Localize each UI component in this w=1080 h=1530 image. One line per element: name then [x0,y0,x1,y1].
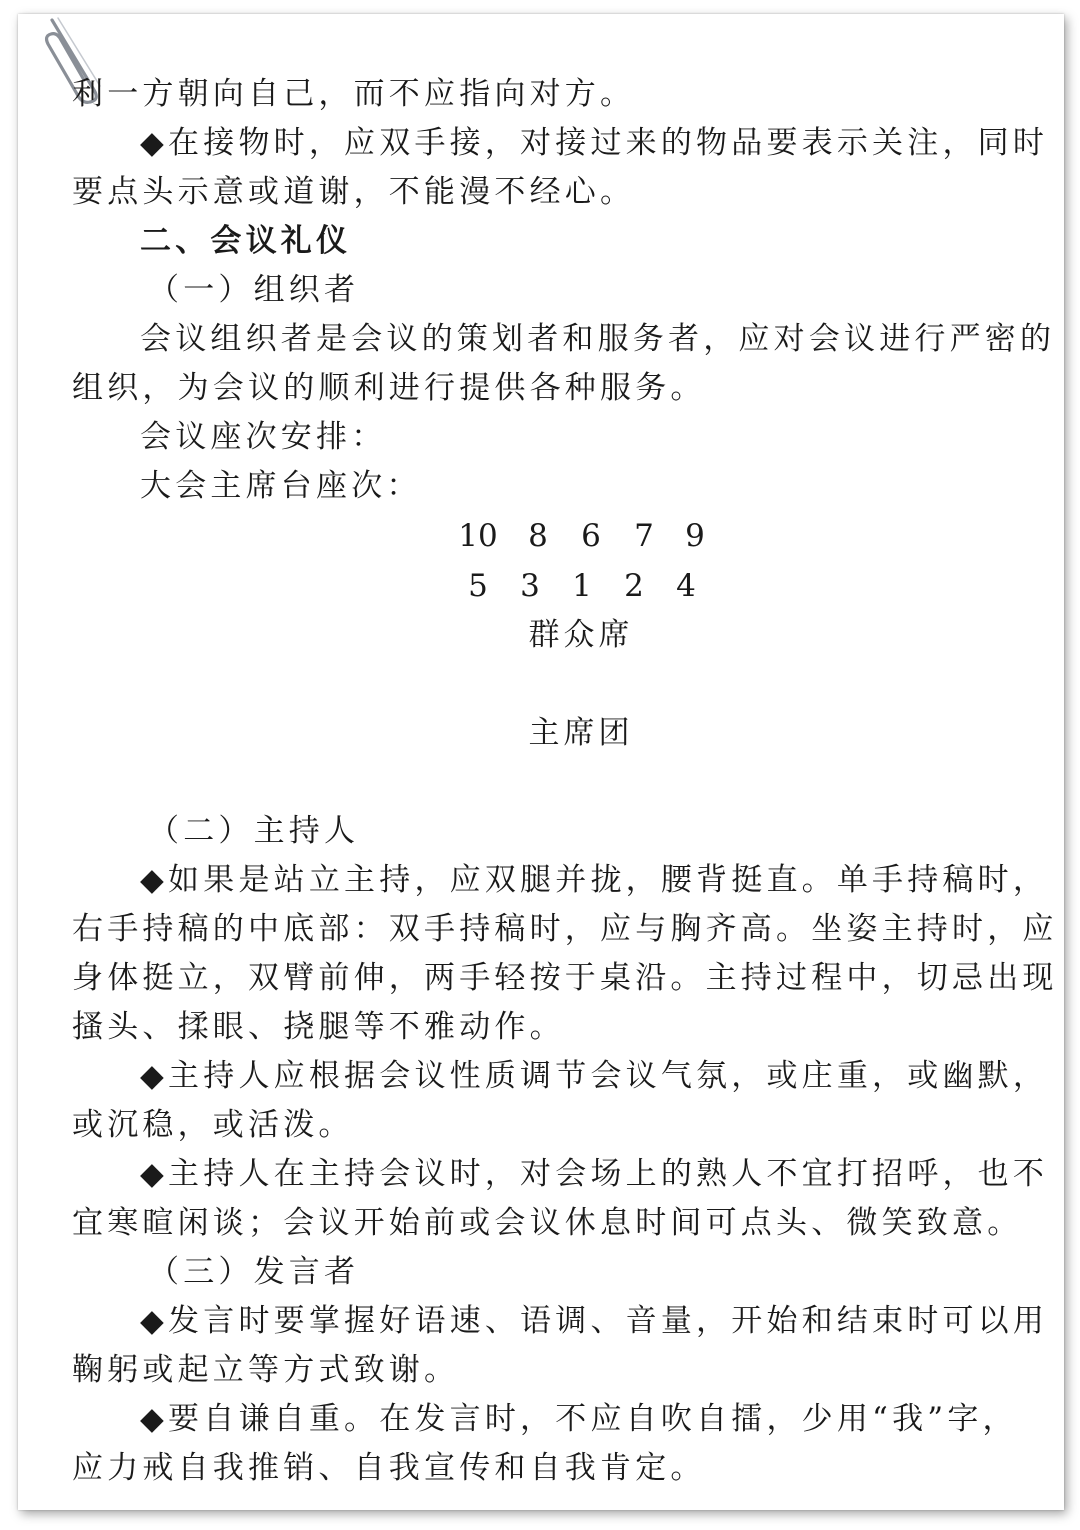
text-line: ◆在接物时，应双手接，对接过来的物品要表示关注，同时 [140,125,1049,161]
seat-row-front [72,561,1032,611]
spacer [72,660,1032,709]
seat-number: 10 [458,518,498,554]
seat-number: 7 [634,518,654,554]
podium-label: 大会主席台座次： [140,468,422,504]
section-heading: 二、会议礼仪 [140,223,352,259]
seat-number: 5 [468,568,488,604]
seat-number: 1 [572,568,592,604]
text-line: ◆要自谦自重。在发言时，不应自吹自擂，少用“我”字， [140,1401,1018,1437]
text-line: 要点头示意或道谢，不能漫不经心。 [72,174,636,210]
text-line: 或沉稳，或活泼。 [72,1107,354,1143]
text-line: 鞠躬或起立等方式致谢。 [72,1352,460,1388]
seating-label: 会议座次安排： [140,419,387,455]
seat-row-back [72,511,1032,561]
presidium-label: 主席团 [528,715,634,751]
audience-label: 群众席 [528,617,634,653]
subsection-heading: （三）发言者 [148,1254,360,1290]
seat-number: 9 [685,518,705,554]
seat-number: 6 [581,518,601,554]
subsection-heading: （二）主持人 [148,813,360,849]
text-line: 组织，为会议的顺利进行提供各种服务。 [72,370,706,406]
text-line: 会议组织者是会议的策划者和服务者，应对会议进行严密的 [140,321,1056,357]
seat-number: 2 [624,568,644,604]
seat-number: 4 [676,568,696,604]
text-line: 宜寒暄闲谈；会议开始前或会议休息时间可点头、微笑致意。 [72,1205,1023,1241]
text-line: 搔头、揉眼、挠腿等不雅动作。 [72,1009,565,1045]
seat-number: 3 [520,568,540,604]
text-line: 身体挺立，双臂前伸，两手轻按于桌沿。主持过程中，切忌出现 [72,960,1058,996]
spacer [72,758,1032,807]
text-line: 利一方朝向自己，而不应指向对方。 [72,76,636,112]
text-line: ◆如果是站立主持，应双腿并拢，腰背挺直。单手持稿时， [140,862,1049,898]
seat-number: 8 [528,518,548,554]
text-line: ◆主持人应根据会议性质调节会议气氛，或庄重，或幽默， [140,1058,1049,1094]
text-line: ◆主持人在主持会议时，对会场上的熟人不宜打招呼，也不 [140,1156,1049,1192]
subsection-heading: （一）组织者 [148,272,360,308]
text-line: 应力戒自我推销、自我宣传和自我肯定。 [72,1450,706,1486]
text-line: 右手持稿的中底部：双手持稿时，应与胸齐高。坐姿主持时，应 [72,911,1058,947]
document-body [72,70,1058,1493]
document-page [18,14,1064,1510]
text-line: ◆发言时要掌握好语速、语调、音量，开始和结束时可以用 [140,1303,1049,1339]
